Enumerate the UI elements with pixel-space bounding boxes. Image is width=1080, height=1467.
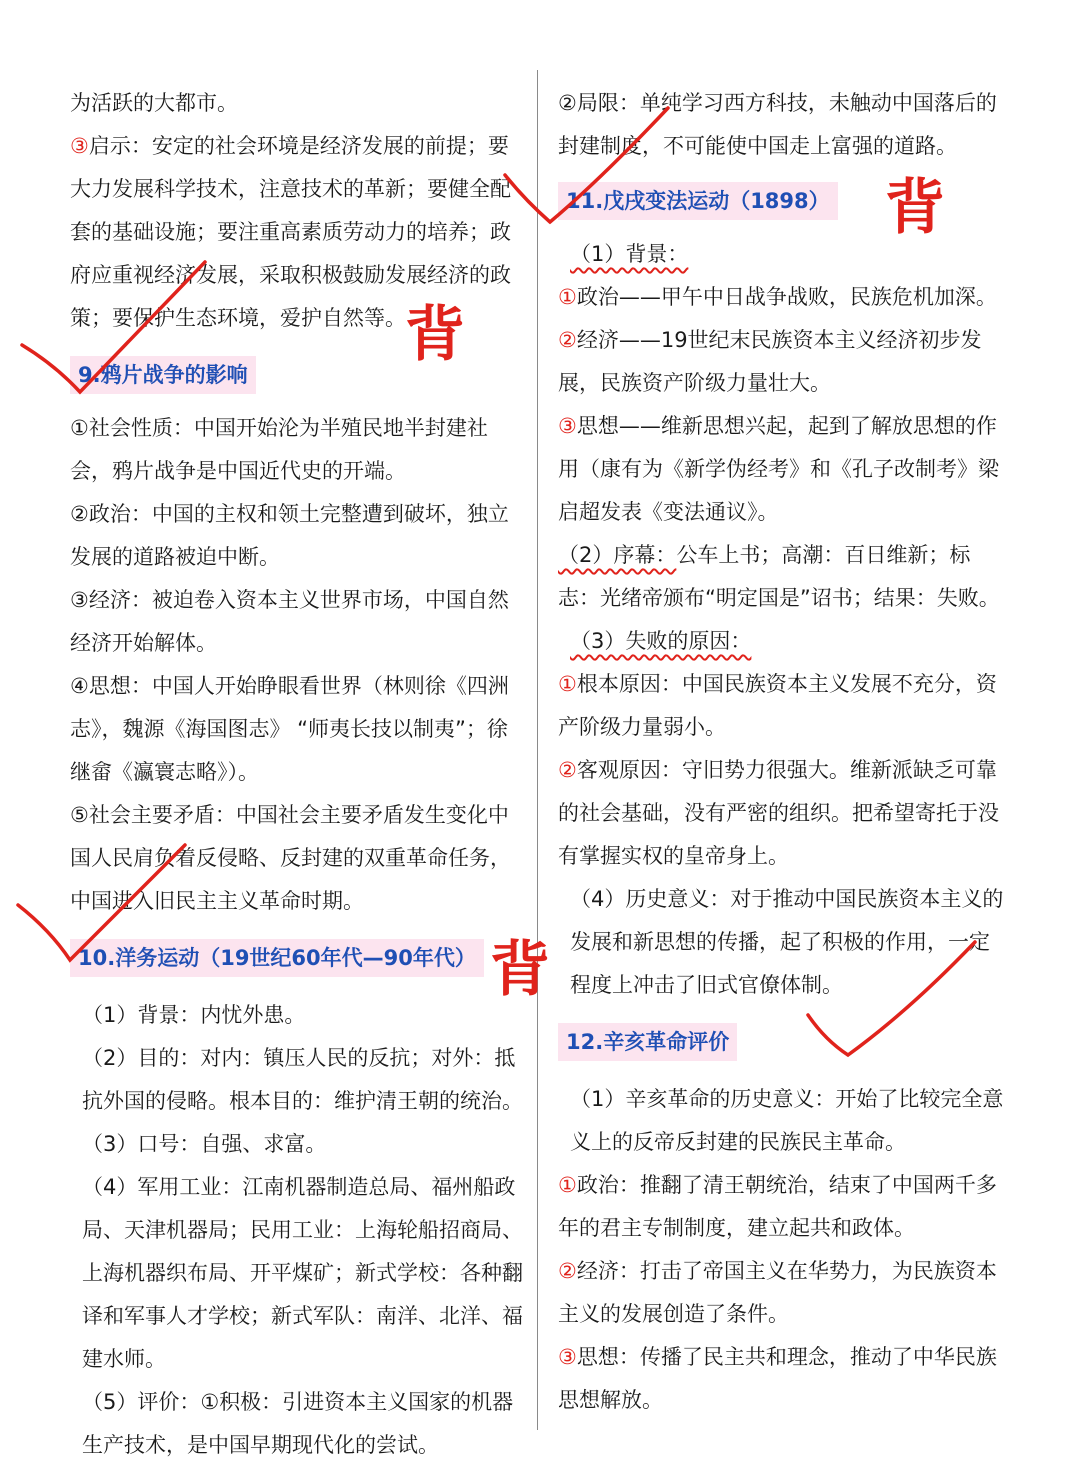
failure-label: （3）失败的原因： [570,629,752,653]
item-text: 经济：打击了帝国主义在华势力，为民族资本主义的发展创造了条件。 [558,1259,997,1326]
item-text: 根本原因：中国民族资本主义发展不充分，资产阶级力量弱小。 [558,672,997,739]
list-item: ④思想：中国人开始睁眼看世界（林则徐《四洲志》，魏源《海国图志》 “师夷长技以制夷”；徐继畲《瀛寰志略》）。 [70,674,509,784]
background-label: （1）背景： [570,242,689,266]
meaning-paragraph: （1）辛亥革命的历史意义：开始了比较完全意义上的反帝反封建的民族民主革命。 [570,1087,1004,1154]
item-text: 思想——维新思想兴起，起到了解放思想的作用（康有为《新学伪经考》和《孔子改制考》梁启超发表《变法通议》。 [558,414,999,524]
list-item [558,319,1010,405]
item-marker: ② [558,328,577,352]
list-item: ②政治：中国的主权和领土完整遭到破坏，独立发展的道路被迫中断。 [70,502,509,569]
item-marker: ① [558,1173,577,1197]
item-text: 政治：推翻了清王朝统治，结束了中国两千多年的君主专制制度，建立起共和政体。 [558,1173,997,1240]
list-item [558,663,1010,749]
item-text: 政治——甲午中日战争战败，民族危机加深。 [576,285,997,309]
left-column [70,82,525,1467]
section-heading-9: 9.鸦片战争的影响 [70,356,256,394]
item-marker: ③ [70,134,89,158]
item-text: 经济——19世纪末民族资本主义经济初步发展，民族资产阶级力量壮大。 [558,328,982,395]
list-item [558,276,1010,319]
limitation-paragraph: ②局限：单纯学习西方科技，未触动中国落后的封建制度，不可能使中国走上富强的道路。 [558,91,997,158]
item-text: 思想：传播了民主共和理念，推动了中华民族思想解放。 [558,1345,997,1412]
prelude-text: 公车上书；高潮：百日维新；标志：光绪帝颁布“明定国是”诏书；结果：失败。 [558,543,1000,610]
list-item: （1）背景：内忧外患。 [82,1003,306,1027]
list-item: ①社会性质：中国开始沦为半殖民地半封建社会，鸦片战争是中国近代史的开端。 [70,416,488,483]
list-item: ⑤社会主要矛盾：中国社会主要矛盾发生变化中国人民肩负着反侵略、反封建的双重革命任务，中国进入旧民主主义革命时期。 [70,803,511,913]
recite-mark: 背 [405,300,465,370]
item-marker: ② [558,758,577,782]
recite-mark: 背 [885,173,945,243]
section-heading-11: 11.戊戌变法运动（1898） [558,182,838,220]
list-item [558,1164,1010,1250]
prelude-label: （2）序幕： [558,543,677,567]
list-item: （2）目的：对内：镇压人民的反抗；对外：抵抗外国的侵略。根本目的：维护清王朝的统治。 [82,1046,523,1113]
section-heading-10: 10.洋务运动（19世纪60年代—90年代） [70,939,484,977]
list-item [558,534,1010,620]
list-item [558,1336,1010,1422]
item-marker: ③ [558,414,577,438]
item-marker: ③ [558,1345,577,1369]
column-divider [537,70,538,1430]
list-item: （5）评价：①积极：引进资本主义国家的机器生产技术，是中国早期现代化的尝试。 [82,1390,514,1457]
list-item [558,1250,1010,1336]
list-item [558,749,1010,878]
right-column [558,82,1010,1422]
item-marker: ② [558,1259,577,1283]
item-marker: ① [558,672,577,696]
section-heading-12: 12.辛亥革命评价 [558,1023,737,1061]
item-marker: ① [558,285,577,309]
list-item: （4）军用工业：江南机器制造总局、福州船政局、天津机器局；民用工业：上海轮船招商局、上海机器织布局、开平煤矿；新式学校：各种翻译和军事人才学校；新式军队：南洋、北洋、福建水师。 [82,1175,523,1371]
recite-mark: 背 [490,935,550,1005]
continued-line: 为活跃的大都市。 [70,91,238,115]
significance-paragraph: （4）历史意义：对于推动中国民族资本主义的发展和新思想的传播，起了积极的作用，一定程度上冲击了旧式官僚体制。 [570,887,1004,997]
list-item: （3）口号：自强、求富。 [82,1132,327,1156]
inspiration-text: 启示：安定的社会环境是经济发展的前提；要大力发展科学技术，注意技术的革新；要健全配套的基础设施；要注重高素质劳动力的培养；政府应重视经济发展，采取积极鼓励发展经济的政策；要保护生态环境，爱护自然等。 [70,134,511,330]
list-item [558,405,1010,534]
list-item: ③经济：被迫卷入资本主义世界市场，中国自然经济开始解体。 [70,588,509,655]
item-text: 客观原因：守旧势力很强大。维新派缺乏可靠的社会基础，没有严密的组织。把希望寄托于没有掌握实权的皇帝身上。 [558,758,999,868]
